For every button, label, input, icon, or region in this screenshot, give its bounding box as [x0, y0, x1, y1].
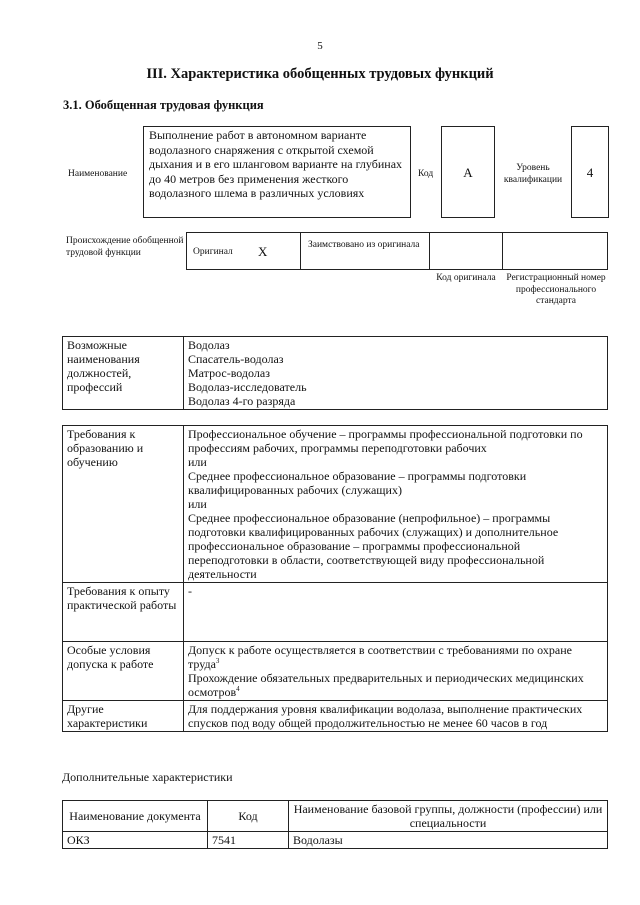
education-value	[184, 426, 608, 583]
other-value: Для поддержания уровня квалификации водолаза, выполнение практических спусков под воду общей продолжительностью не менее 60 часов в год	[184, 701, 608, 732]
admission-line: Прохождение обязательных предварительных и периодических медицинских осмотров$^4$	[188, 671, 584, 699]
table-row	[63, 642, 608, 701]
origin-label: Происхождение обобщенной трудовой функции	[66, 236, 184, 258]
code-original-cell	[429, 232, 503, 270]
footnote-ref: 4	[236, 685, 240, 693]
function-name-value: Выполнение работ в автономном варианте водолазного снаряжения с открытой схемой дыхания и в его шланговом варианте на глубинах до 40 метров без применения жесткого водолазного шлема в различных условиях	[143, 126, 411, 218]
table-row	[63, 832, 608, 849]
original-mark: X	[258, 244, 268, 259]
footnote-ref: 3	[215, 657, 220, 665]
section-title: III. Характеристика обобщенных трудовых функций	[146, 66, 494, 82]
list-item: Водолаз	[188, 338, 230, 352]
table-row	[63, 801, 608, 832]
requirements-table	[62, 425, 608, 732]
education-line: Среднее профессиональное образование – программы подготовки квалифицированных рабочих (служащих)	[188, 469, 527, 497]
admission-value	[184, 642, 608, 701]
list-item: Матрос-водолаз	[188, 366, 270, 380]
original-label: Оригинал	[193, 247, 233, 257]
function-code-value: A	[441, 126, 495, 218]
education-line: Профессиональное обучение – программы профессиональной подготовки по профессиям рабочих, программы переподготовки рабочих	[188, 427, 583, 455]
subsection-title: 3.1. Обобщенная трудовая функция	[63, 98, 264, 112]
list-item: Спасатель-водолаз	[188, 352, 284, 366]
list-item: Водолаз 4-го разряда	[188, 394, 296, 408]
other-label: Другие характеристики	[63, 701, 184, 732]
education-label: Требования к образованию и обучению	[63, 426, 184, 583]
level-value: 4	[571, 126, 609, 218]
experience-value: -	[184, 583, 608, 642]
group-cell: Водолазы	[289, 832, 608, 849]
positions-list	[184, 337, 608, 410]
borrowed-label: Заимствовано из оригинала	[308, 240, 420, 250]
page-number: 5	[317, 40, 323, 52]
code-label: Код	[418, 169, 434, 179]
positions-label: Возможные наименования должностей, профессий	[63, 337, 184, 410]
table-row	[63, 583, 608, 642]
col-doc-header: Наименование документа	[63, 801, 208, 832]
name-label: Наименование	[68, 169, 128, 179]
doc-cell: ОКЗ	[63, 832, 208, 849]
original-cell	[186, 232, 301, 270]
origin-table	[186, 232, 608, 270]
table-row	[63, 337, 608, 410]
reg-number-caption: Регистрационный номер профессионального стандарта	[506, 273, 606, 306]
col-group-header: Наименование базовой группы, должности (профессии) или специальности	[289, 801, 608, 832]
education-line: Среднее профессиональное образование (непрофильное) – программы подготовки квалифицированных рабочих (служащих) и дополнительное профессиональное образование – программы профессиональной переподготовки в области, соответствующей виду профессиональной деятельности	[188, 511, 559, 581]
borrowed-cell	[300, 232, 430, 270]
table-row	[63, 701, 608, 732]
list-item: Водолаз-исследователь	[188, 380, 307, 394]
code-original-caption: Код оригинала	[436, 273, 496, 283]
education-line: или	[188, 497, 207, 511]
positions-table	[62, 336, 608, 410]
level-label: Уровень квалификации	[503, 163, 563, 185]
experience-label: Требования к опыту практической работы	[63, 583, 184, 642]
col-code-header: Код	[208, 801, 289, 832]
code-cell: 7541	[208, 832, 289, 849]
admission-label: Особые условия допуска к работе	[63, 642, 184, 701]
education-line: или	[188, 455, 207, 469]
admission-line: Допуск к работе осуществляется в соответствии с требованиями по охране труда$^3$	[188, 643, 572, 671]
table-row	[63, 426, 608, 583]
additional-table	[62, 800, 608, 849]
reg-number-cell	[502, 232, 608, 270]
additional-heading: Дополнительные характеристики	[62, 770, 233, 784]
